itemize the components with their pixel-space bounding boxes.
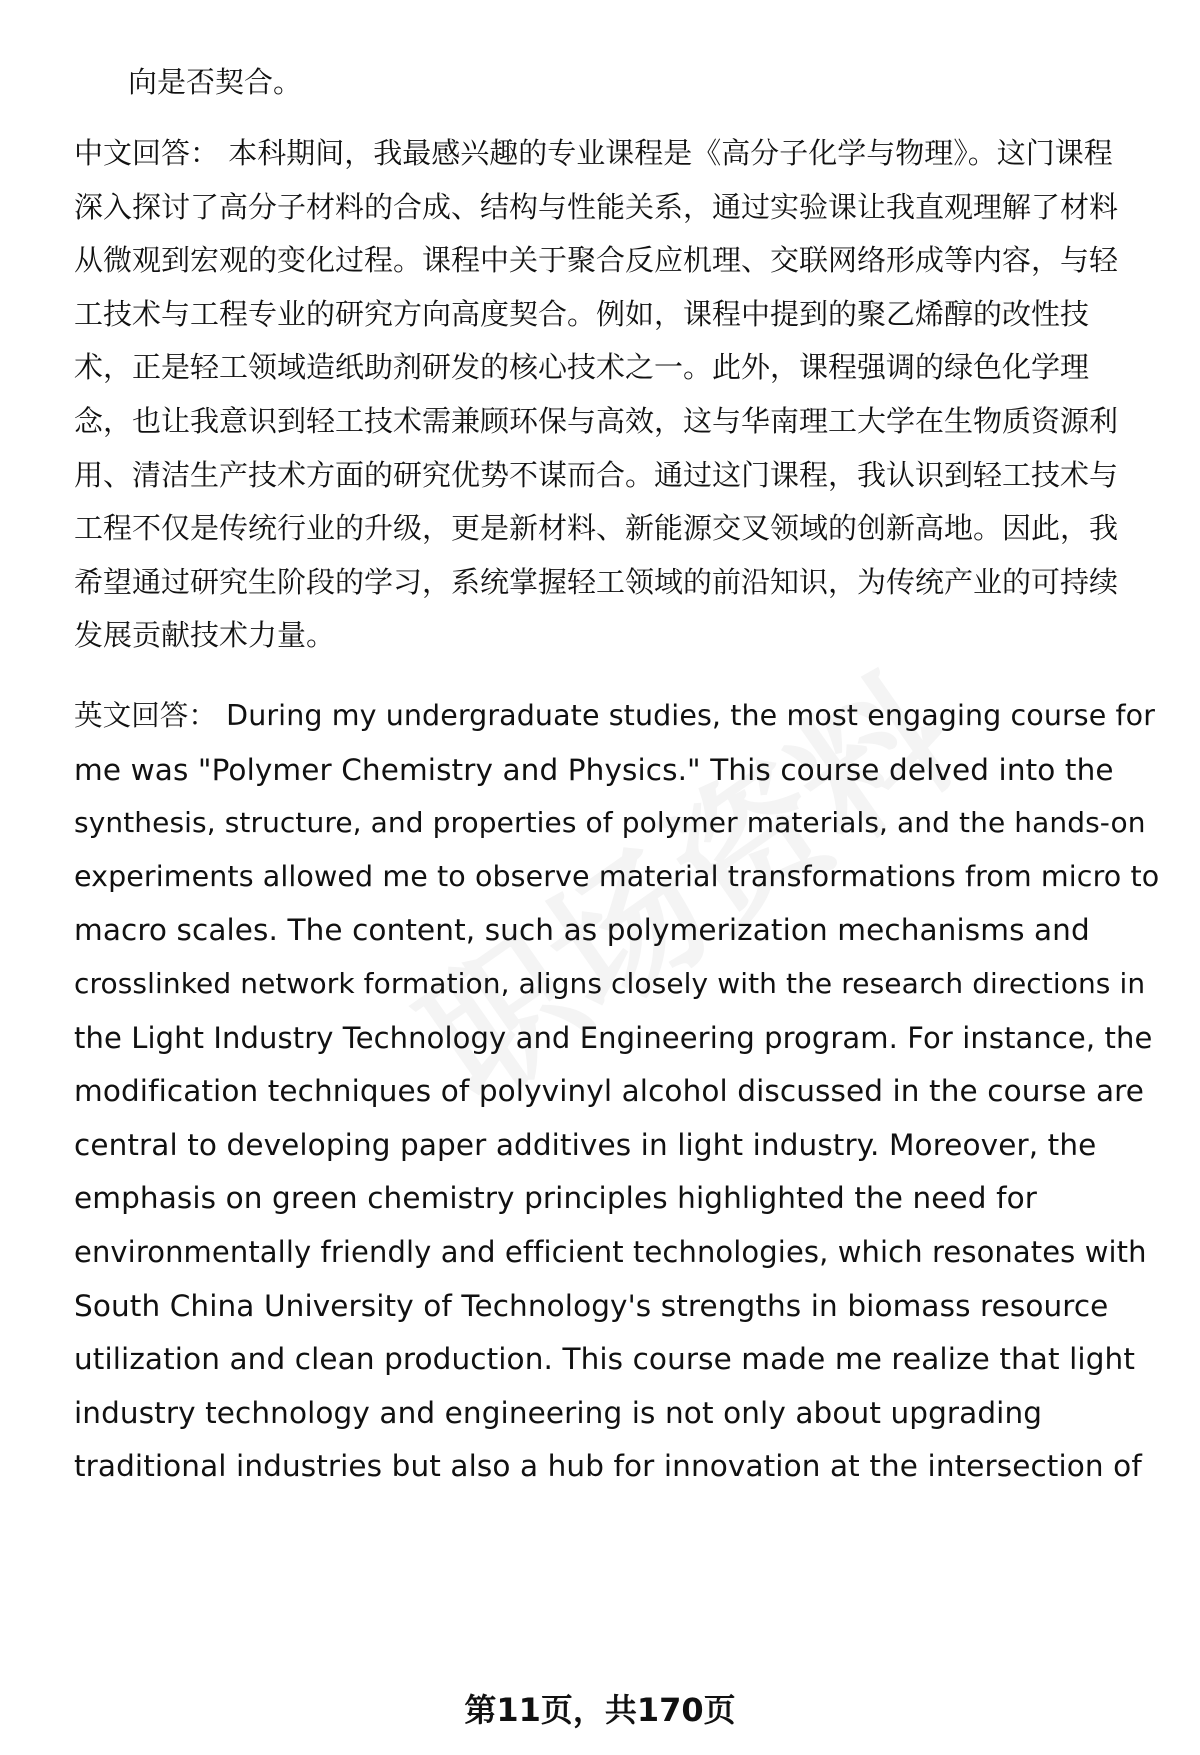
text-line: me was "Polymer Chemistry and Physics." This course delved into the bbox=[74, 753, 1114, 787]
text-line: utilization and clean production. This course made me realize that light bbox=[74, 1342, 1136, 1376]
text-line: 希望通过研究生阶段的学习，系统掌握轻工领域的前沿知识，为传统产业的可持续 bbox=[74, 565, 1119, 599]
text-line: 术，正是轻工领域造纸助剂研发的核心技术之一。此外，课程强调的绿色化学理 bbox=[74, 350, 1090, 384]
text-line: industry technology and engineering is not only about upgrading bbox=[74, 1396, 1043, 1430]
text-line: macro scales. The content, such as polymerization mechanisms and bbox=[74, 913, 1090, 947]
text-line: crosslinked network formation, aligns closely with the research directions in bbox=[74, 967, 1146, 1000]
text-line: 念，也让我意识到轻工技术需兼顾环保与高效，这与华南理工大学在生物质资源利 bbox=[74, 404, 1119, 438]
text-line: modification techniques of polyvinyl alcohol discussed in the course are bbox=[74, 1074, 1144, 1108]
page-number: 第11页，共170页 bbox=[464, 1691, 736, 1729]
text-line: emphasis on green chemistry principles highlighted the need for bbox=[74, 1181, 1037, 1215]
text-line: 发展贡献技术力量。 bbox=[74, 618, 336, 652]
text-line: central to developing paper additives in light industry. Moreover, the bbox=[74, 1128, 1097, 1162]
text-line: 用、清洁生产技术方面的研究优势不谋而合。通过这门课程，我认识到轻工技术与 bbox=[74, 458, 1119, 492]
text-line: synthesis, structure, and properties of polymer materials, and the hands-on bbox=[74, 806, 1146, 839]
text-line: 工程不仅是传统行业的升级，更是新材料、新能源交叉领域的创新高地。因此，我 bbox=[74, 511, 1119, 545]
text-line: 深入探讨了高分子材料的合成、结构与性能关系，通过实验课让我直观理解了材料 bbox=[74, 190, 1119, 224]
text-line: 向是否契合。 bbox=[128, 65, 303, 99]
text-line: 工技术与工程专业的研究方向高度契合。例如，课程中提到的聚乙烯醇的改性技 bbox=[74, 297, 1090, 331]
text-line: experiments allowed me to observe material transformations from micro to bbox=[74, 860, 1160, 893]
text-line: traditional industries but also a hub for innovation at the intersection of bbox=[74, 1449, 1142, 1483]
text-line: 英文回答： During my undergraduate studies, the most engaging course for bbox=[74, 699, 1156, 732]
text-line: South China University of Technology's strengths in biomass resource bbox=[74, 1289, 1109, 1323]
text-line: 从微观到宏观的变化过程。课程中关于聚合反应机理、交联网络形成等内容，与轻 bbox=[74, 243, 1119, 277]
text-line: 中文回答： 本科期间，我最感兴趣的专业课程是《高分子化学与物理》。这门课程 bbox=[74, 136, 1113, 170]
text-line: the Light Industry Technology and Engineering program. For instance, the bbox=[74, 1021, 1153, 1055]
text-line: environmentally friendly and efficient technologies, which resonates with bbox=[74, 1235, 1147, 1269]
